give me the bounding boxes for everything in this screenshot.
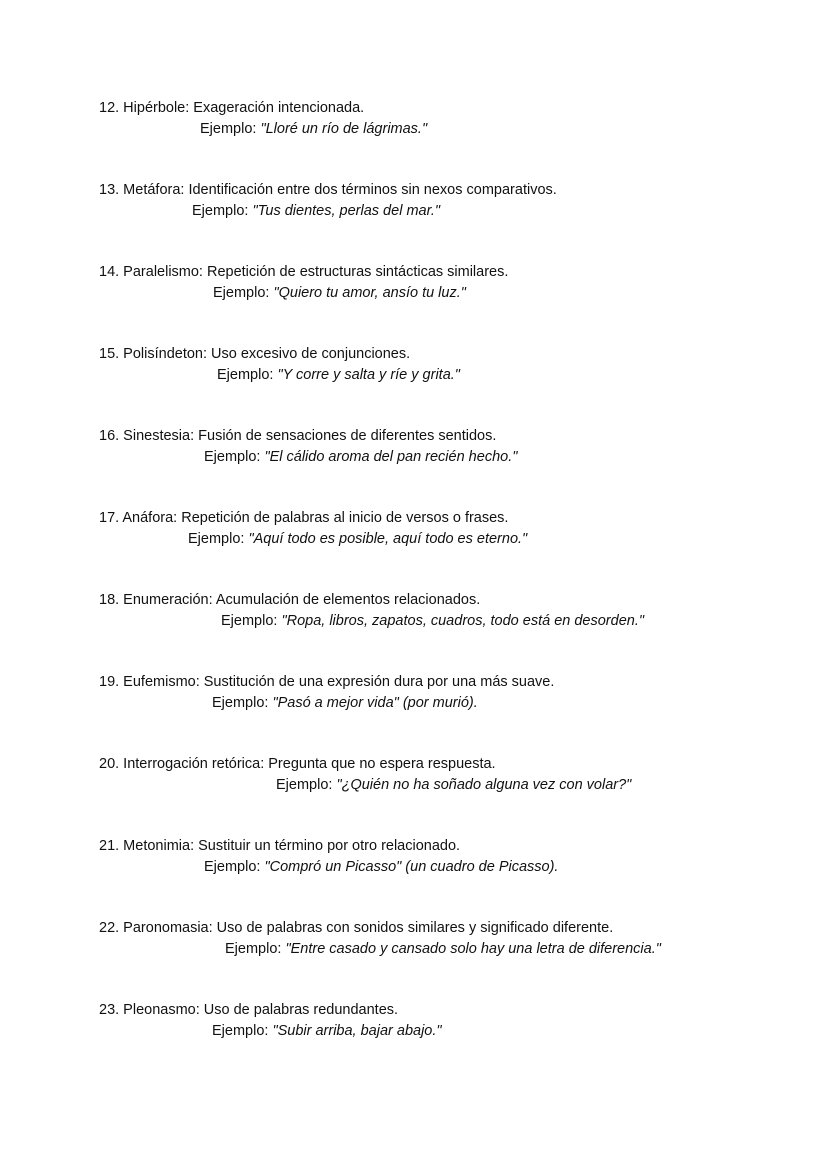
figure-entry-hiperbole [99, 98, 799, 140]
entry-example [99, 529, 799, 550]
entry-example [99, 365, 799, 386]
example-quote: "Y corre y salta y ríe y grita." [277, 367, 460, 383]
entry-example [99, 283, 799, 304]
entry-heading: 17. Anáfora: Repetición de palabras al inicio de versos o frases. [99, 510, 509, 526]
entry-heading: 20. Interrogación retórica: Pregunta que no espera respuesta. [99, 756, 496, 772]
figure-entry-polisindeton [99, 344, 799, 386]
entry-example [99, 611, 799, 632]
figure-entry-enumeracion [99, 590, 799, 632]
figure-entry-pleonasmo [99, 1000, 799, 1042]
example-note: (por murió). [398, 695, 478, 711]
example-label: Ejemplo: [212, 695, 269, 711]
example-quote: "Quiero tu amor, ansío tu luz." [273, 285, 466, 301]
example-label: Ejemplo: [221, 613, 278, 629]
entry-example [99, 939, 799, 960]
entry-heading: 19. Eufemismo: Sustitución de una expresión dura por una más suave. [99, 674, 555, 690]
example-label: Ejemplo: [192, 203, 249, 219]
figure-entry-eufemismo [99, 672, 799, 714]
example-quote: "Entre casado y cansado solo hay una letra de diferencia." [285, 941, 661, 957]
example-quote: "El cálido aroma del pan recién hecho." [264, 449, 518, 465]
example-label: Ejemplo: [217, 367, 274, 383]
example-quote: "Subir arriba, bajar abajo." [272, 1023, 442, 1039]
example-note: (un cuadro de Picasso). [401, 859, 559, 875]
example-quote: "Pasó a mejor vida" [272, 695, 399, 711]
example-label: Ejemplo: [213, 285, 270, 301]
entry-example [99, 775, 799, 796]
entry-heading: 21. Metonimia: Sustituir un término por otro relacionado. [99, 838, 461, 854]
figure-entry-paronomasia [99, 918, 799, 960]
example-quote: "Compró un Picasso" [264, 859, 402, 875]
figure-entry-metonimia [99, 836, 799, 878]
entry-example [99, 447, 799, 468]
example-label: Ejemplo: [204, 449, 261, 465]
example-quote: "Lloré un río de lágrimas." [260, 121, 428, 137]
entry-heading: 18. Enumeración: Acumulación de elementos relacionados. [99, 592, 481, 608]
example-quote: "¿Quién no ha soñado alguna vez con volar?" [336, 777, 632, 793]
figure-entry-interrogacion-retorica [99, 754, 799, 796]
example-quote: "Aquí todo es posible, aquí todo es eterno." [248, 531, 528, 547]
example-quote: "Ropa, libros, zapatos, cuadros, todo está en desorden." [281, 613, 644, 629]
example-label: Ejemplo: [200, 121, 257, 137]
example-quote: "Tus dientes, perlas del mar." [252, 203, 441, 219]
figure-entry-sinestesia [99, 426, 799, 468]
entry-heading: 16. Sinestesia: Fusión de sensaciones de diferentes sentidos. [99, 428, 497, 444]
entry-example [99, 1021, 799, 1042]
figure-entry-paralelismo [99, 262, 799, 304]
entry-heading: 15. Polisíndeton: Uso excesivo de conjunciones. [99, 346, 411, 362]
entry-heading: 23. Pleonasmo: Uso de palabras redundantes. [99, 1002, 399, 1018]
entry-heading: 22. Paronomasia: Uso de palabras con sonidos similares y significado diferente. [99, 920, 614, 936]
example-label: Ejemplo: [225, 941, 282, 957]
entry-example [99, 201, 799, 222]
example-label: Ejemplo: [188, 531, 245, 547]
example-label: Ejemplo: [276, 777, 333, 793]
figure-entry-metafora [99, 180, 799, 222]
entry-heading: 12. Hipérbole: Exageración intencionada. [99, 100, 365, 116]
entry-example [99, 693, 799, 714]
entry-example [99, 119, 799, 140]
entry-heading: 14. Paralelismo: Repetición de estructuras sintácticas similares. [99, 264, 509, 280]
example-label: Ejemplo: [212, 1023, 269, 1039]
entry-example [99, 857, 799, 878]
example-label: Ejemplo: [204, 859, 261, 875]
figure-entry-anafora [99, 508, 799, 550]
entry-heading: 13. Metáfora: Identificación entre dos términos sin nexos comparativos. [99, 182, 557, 198]
